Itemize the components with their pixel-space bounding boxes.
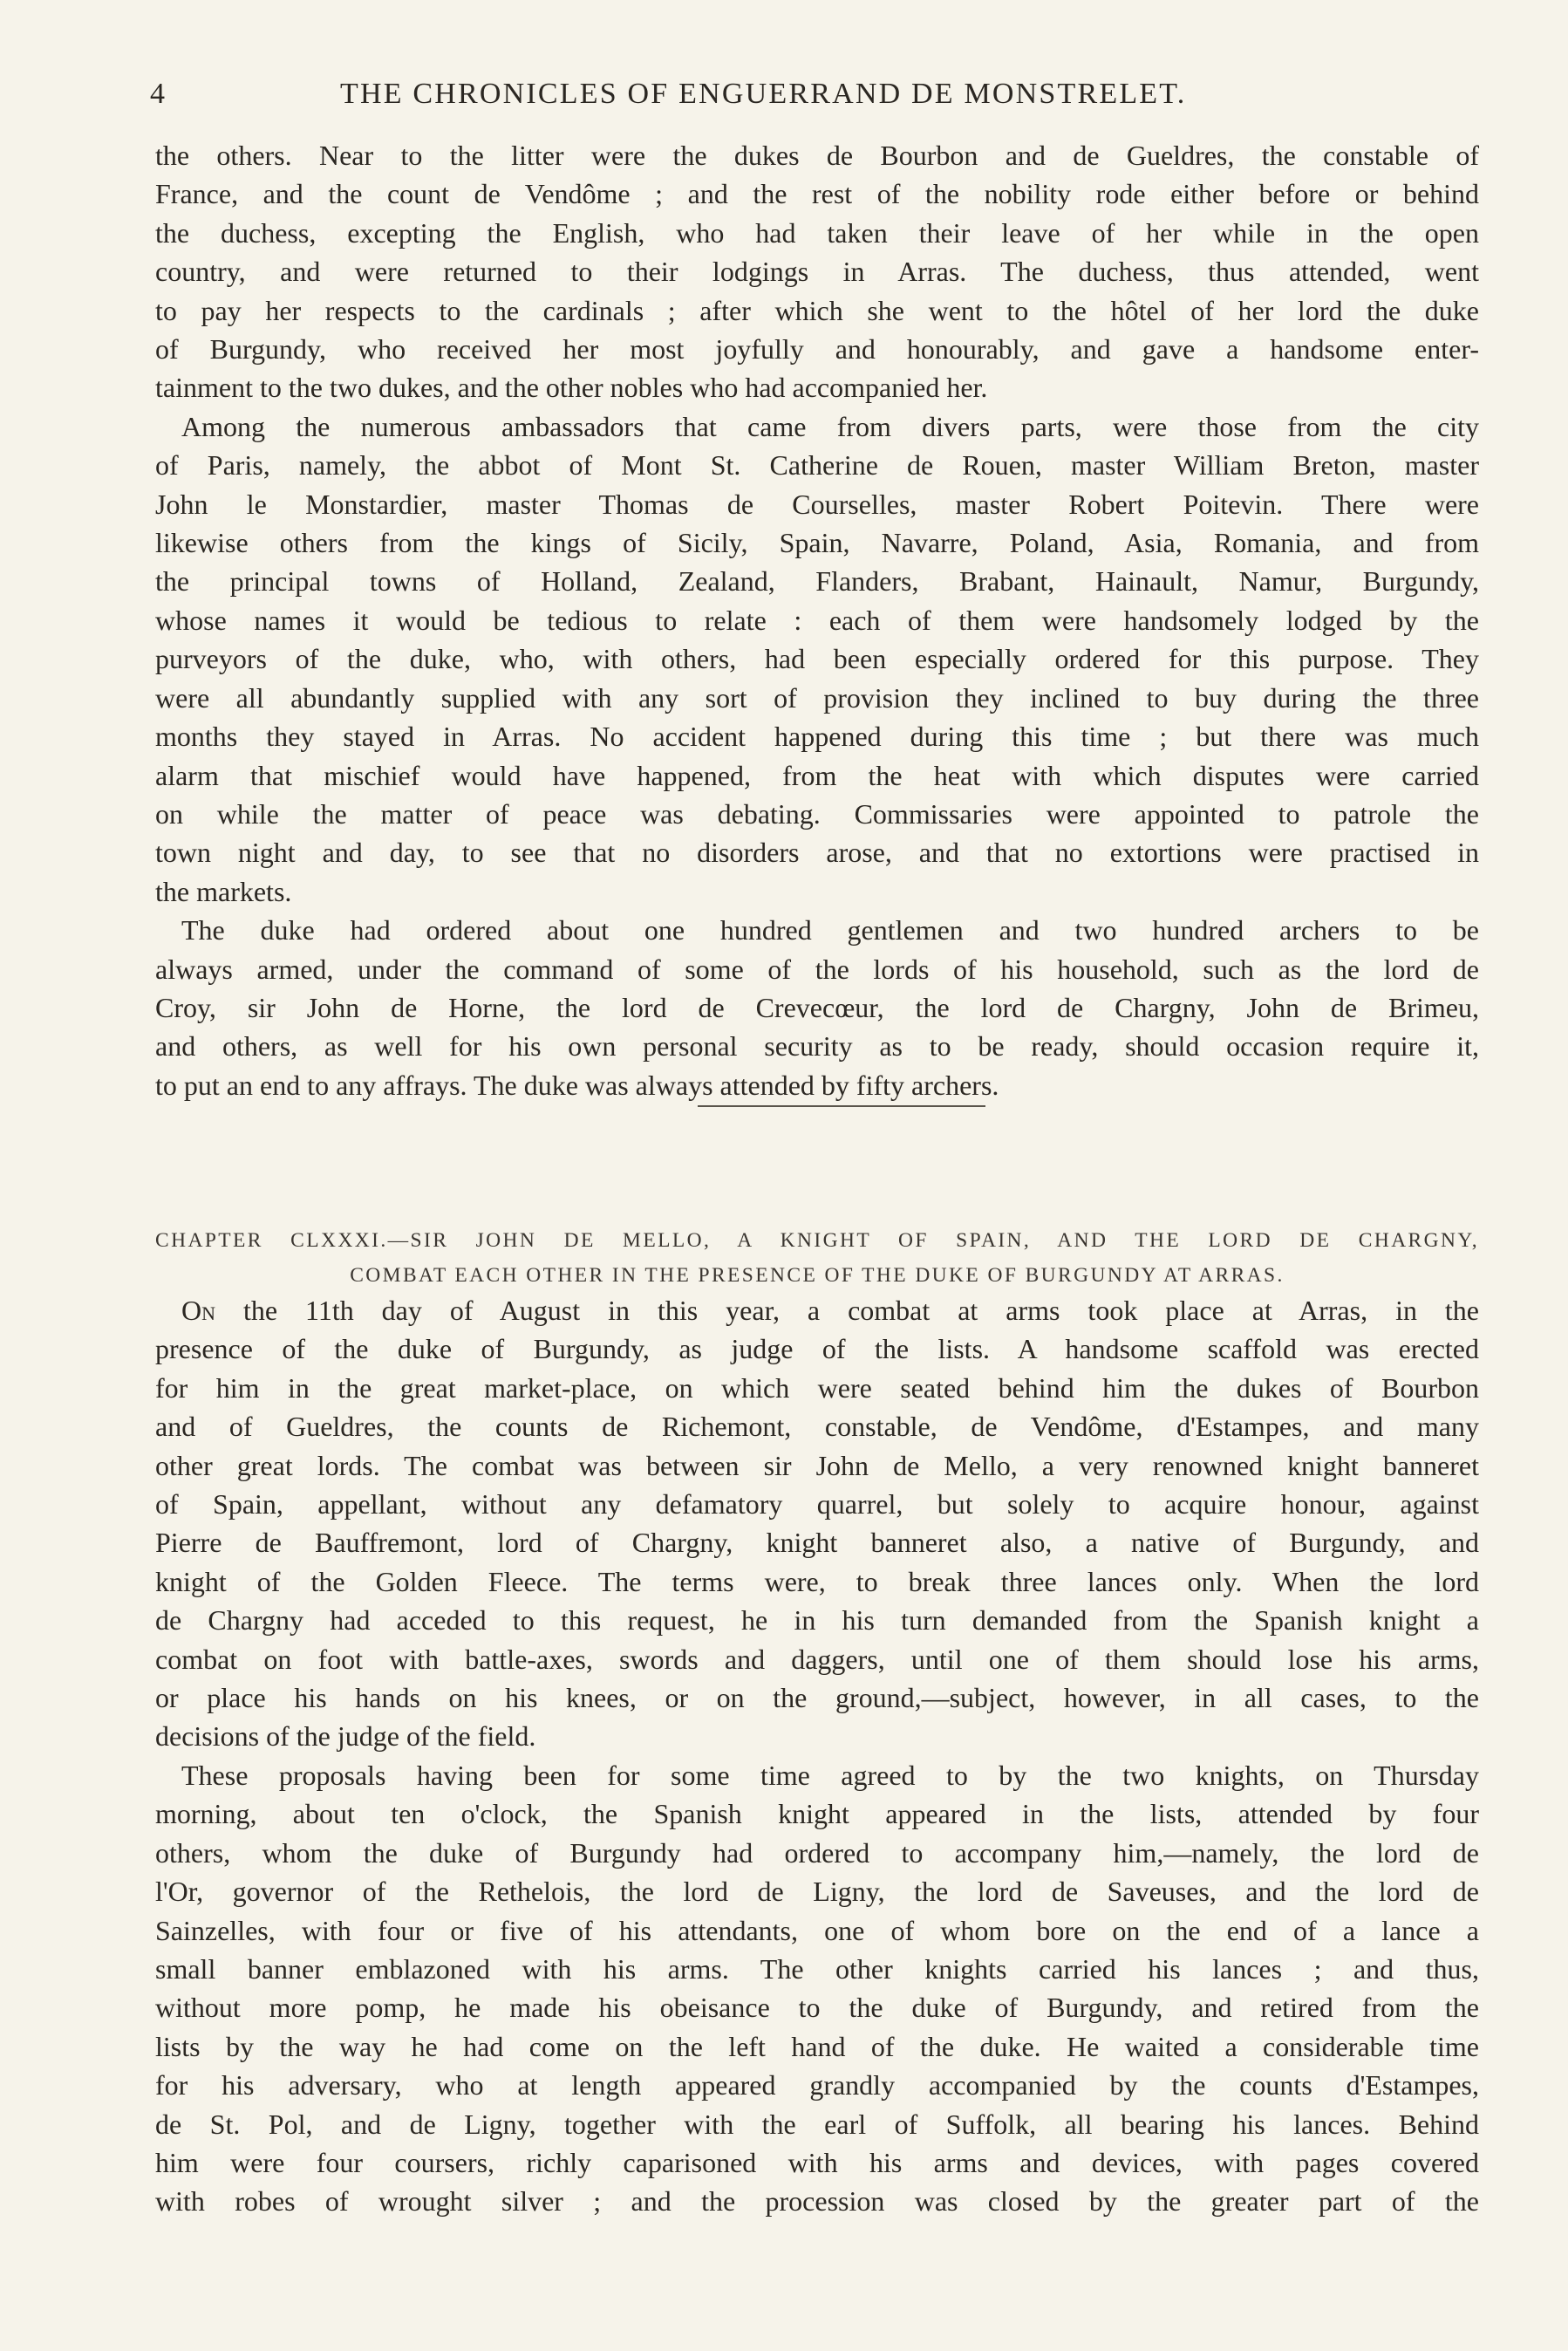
text-line: other great lords. The combat was between sir John de Mello, a very renowned knight banneret bbox=[155, 1449, 1479, 1481]
text-line: France, and the count de Vendôme ; and the rest of the nobility rode either before or behind bbox=[155, 178, 1479, 210]
text-line: de Chargny had acceded to this request, he in his turn demanded from the Spanish knight a bbox=[155, 1604, 1479, 1637]
text-line: always armed, under the command of some of the lords of his household, such as the lord de bbox=[155, 953, 1479, 985]
text-line: These proposals having been for some time agreed to by the two knights, on Thursday bbox=[181, 1759, 1479, 1791]
text-line: Pierre de Bauffremont, lord of Chargny, knight banneret also, a native of Burgundy, and bbox=[155, 1527, 1479, 1559]
text-line: of Paris, namely, the abbot of Mont St. Catherine de Rouen, master William Breton, master bbox=[155, 449, 1479, 482]
text-line: small banner emblazoned with his arms. The other knights carried his lances ; and thus, bbox=[155, 1952, 1479, 1985]
text-line: the markets. bbox=[155, 875, 292, 907]
chapter-heading-line-2: COMBAT EACH OTHER IN THE PRESENCE OF THE DUKE OF BURGUNDY AT ARRAS. bbox=[350, 1264, 1285, 1287]
text-line: decisions of the judge of the field. bbox=[155, 1720, 536, 1753]
text-line: and of Gueldres, the counts de Richemont, constable, de Vendôme, d'Estampes, and many bbox=[155, 1411, 1479, 1443]
paragraph-4 bbox=[155, 1291, 1479, 1756]
text-line: the principal towns of Holland, Zealand, Flanders, Brabant, Hainault, Namur, Burgundy, bbox=[155, 565, 1479, 598]
paragraph-5 bbox=[155, 1756, 1479, 2221]
text-line: The duke had ordered about one hundred gentlemen and two hundred archers to be bbox=[181, 914, 1479, 947]
chapter-heading-line-1: CHAPTER CLXXXI.—SIR JOHN DE MELLO, A KNIGHT OF SPAIN, AND THE LORD DE CHARGNY, bbox=[155, 1229, 1479, 1252]
text-line: the others. Near to the litter were the dukes de Bourbon and de Gueldres, the constable of bbox=[155, 140, 1479, 171]
text-line: Among the numerous ambassadors that came from divers parts, were those from the city bbox=[181, 410, 1479, 442]
text-line: combat on foot with battle-axes, swords and daggers, until one of them should lose his arms, bbox=[155, 1643, 1479, 1675]
text-line: of Burgundy, who received her most joyfully and honourably, and gave a handsome enter- bbox=[155, 333, 1479, 366]
text-line: were all abundantly supplied with any sort of provision they inclined to buy during the three bbox=[155, 681, 1479, 714]
text-line: on while the matter of peace was debating. Commissaries were appointed to patrole the bbox=[155, 797, 1479, 830]
text-line: and others, as well for his own personal security as to be ready, should occasion require it, bbox=[155, 1030, 1479, 1063]
section-divider bbox=[698, 1105, 985, 1107]
text-line: him were four coursers, richly caparisoned with his arms and devices, with pages covered bbox=[155, 2146, 1479, 2178]
text-line: Sainzelles, with four or five of his attendants, one of whom bore on the end of a lance a bbox=[155, 1914, 1479, 1946]
text-line: alarm that mischief would have happened, from the heat with which disputes were carried bbox=[155, 759, 1479, 791]
text-line: others, whom the duke of Burgundy had ordered to accompany him,—namely, the lord de bbox=[155, 1836, 1479, 1869]
page-number: 4 bbox=[150, 78, 167, 110]
running-title: THE CHRONICLES OF ENGUERRAND DE MONSTRELET. bbox=[340, 78, 1187, 110]
text-line: l'Or, governor of the Rethelois, the lord de Ligny, the lord de Saveuses, and the lord de bbox=[155, 1876, 1479, 1908]
text-line: of Spain, appellant, without any defamatory quarrel, but solely to acquire honour, against bbox=[155, 1488, 1479, 1521]
paragraph-2 bbox=[155, 407, 1479, 911]
text-line: country, and were returned to their lodgings in Arras. The duchess, thus attended, went bbox=[155, 256, 1479, 288]
text-line-first bbox=[155, 1291, 1479, 1329]
text-line: de St. Pol, and de Ligny, together with the earl of Suffolk, all bearing his lances. Behind bbox=[155, 2108, 1479, 2140]
text-line: for his adversary, who at length appeared grandly accompanied by the counts d'Estampes, bbox=[155, 2069, 1479, 2102]
text-line: John le Monstardier, master Thomas de Courselles, master Robert Poitevin. There were bbox=[155, 488, 1479, 520]
text-line: to pay her respects to the cardinals ; after which she went to the hôtel of her lord the duke bbox=[155, 294, 1479, 326]
text-line: likewise others from the kings of Sicily, Spain, Navarre, Poland, Asia, Romania, and from bbox=[155, 527, 1479, 559]
text-line: whose names it would be tedious to relate : each of them were handsomely lodged by the bbox=[155, 604, 1479, 636]
text-line: tainment to the two dukes, and the other nobles who had accompanied her. bbox=[155, 372, 988, 404]
text-line: or place his hands on his knees, or on the ground,—subject, however, in all cases, to the bbox=[155, 1682, 1479, 1714]
section-1-text bbox=[155, 136, 1479, 1104]
text-line: presence of the duke of Burgundy, as judge of the lists. A handsome scaffold was erected bbox=[155, 1333, 1479, 1365]
text-line: months they stayed in Arras. No accident happened during this time ; but there was much bbox=[155, 721, 1479, 753]
text-line: Croy, sir John de Horne, the lord de Crevecœur, the lord de Chargny, John de Brimeu, bbox=[155, 991, 1479, 1023]
text-line: for him in the great market-place, on which were seated behind him the dukes of Bourbon bbox=[155, 1371, 1479, 1404]
text-line: with robes of wrought silver ; and the procession was closed by the greater part of the bbox=[155, 2185, 1479, 2218]
section-2-text bbox=[155, 1291, 1479, 2221]
text-line: morning, about ten o'clock, the Spanish knight appeared in the lists, attended by four bbox=[155, 1798, 1479, 1830]
text-line: lists by the way he had come on the left hand of the duke. He waited a considerable time bbox=[155, 2030, 1479, 2062]
paragraph-3 bbox=[155, 911, 1479, 1104]
text-line: purveyors of the duke, who, with others, had been especially ordered for this purpose. They bbox=[155, 643, 1479, 675]
first-line-rest: the 11th day of August in this year, a combat at arms took place at Arras, in the bbox=[242, 1295, 1480, 1326]
paragraph-1 bbox=[155, 136, 1479, 407]
text-line: town night and day, to see that no disorders arose, and that no extortions were practised in bbox=[155, 837, 1479, 869]
text-line: without more pomp, he made his obeisance to the duke of Burgundy, and retired from the bbox=[155, 1992, 1479, 2024]
text-line: the duchess, excepting the English, who had taken their leave of her while in the open bbox=[155, 216, 1479, 249]
text-line: to put an end to any affrays. The duke was always attended by fifty archers. bbox=[155, 1069, 999, 1101]
initial-word: On bbox=[181, 1295, 215, 1326]
text-line: knight of the Golden Fleece. The terms were, to break three lances only. When the lord bbox=[155, 1565, 1479, 1597]
